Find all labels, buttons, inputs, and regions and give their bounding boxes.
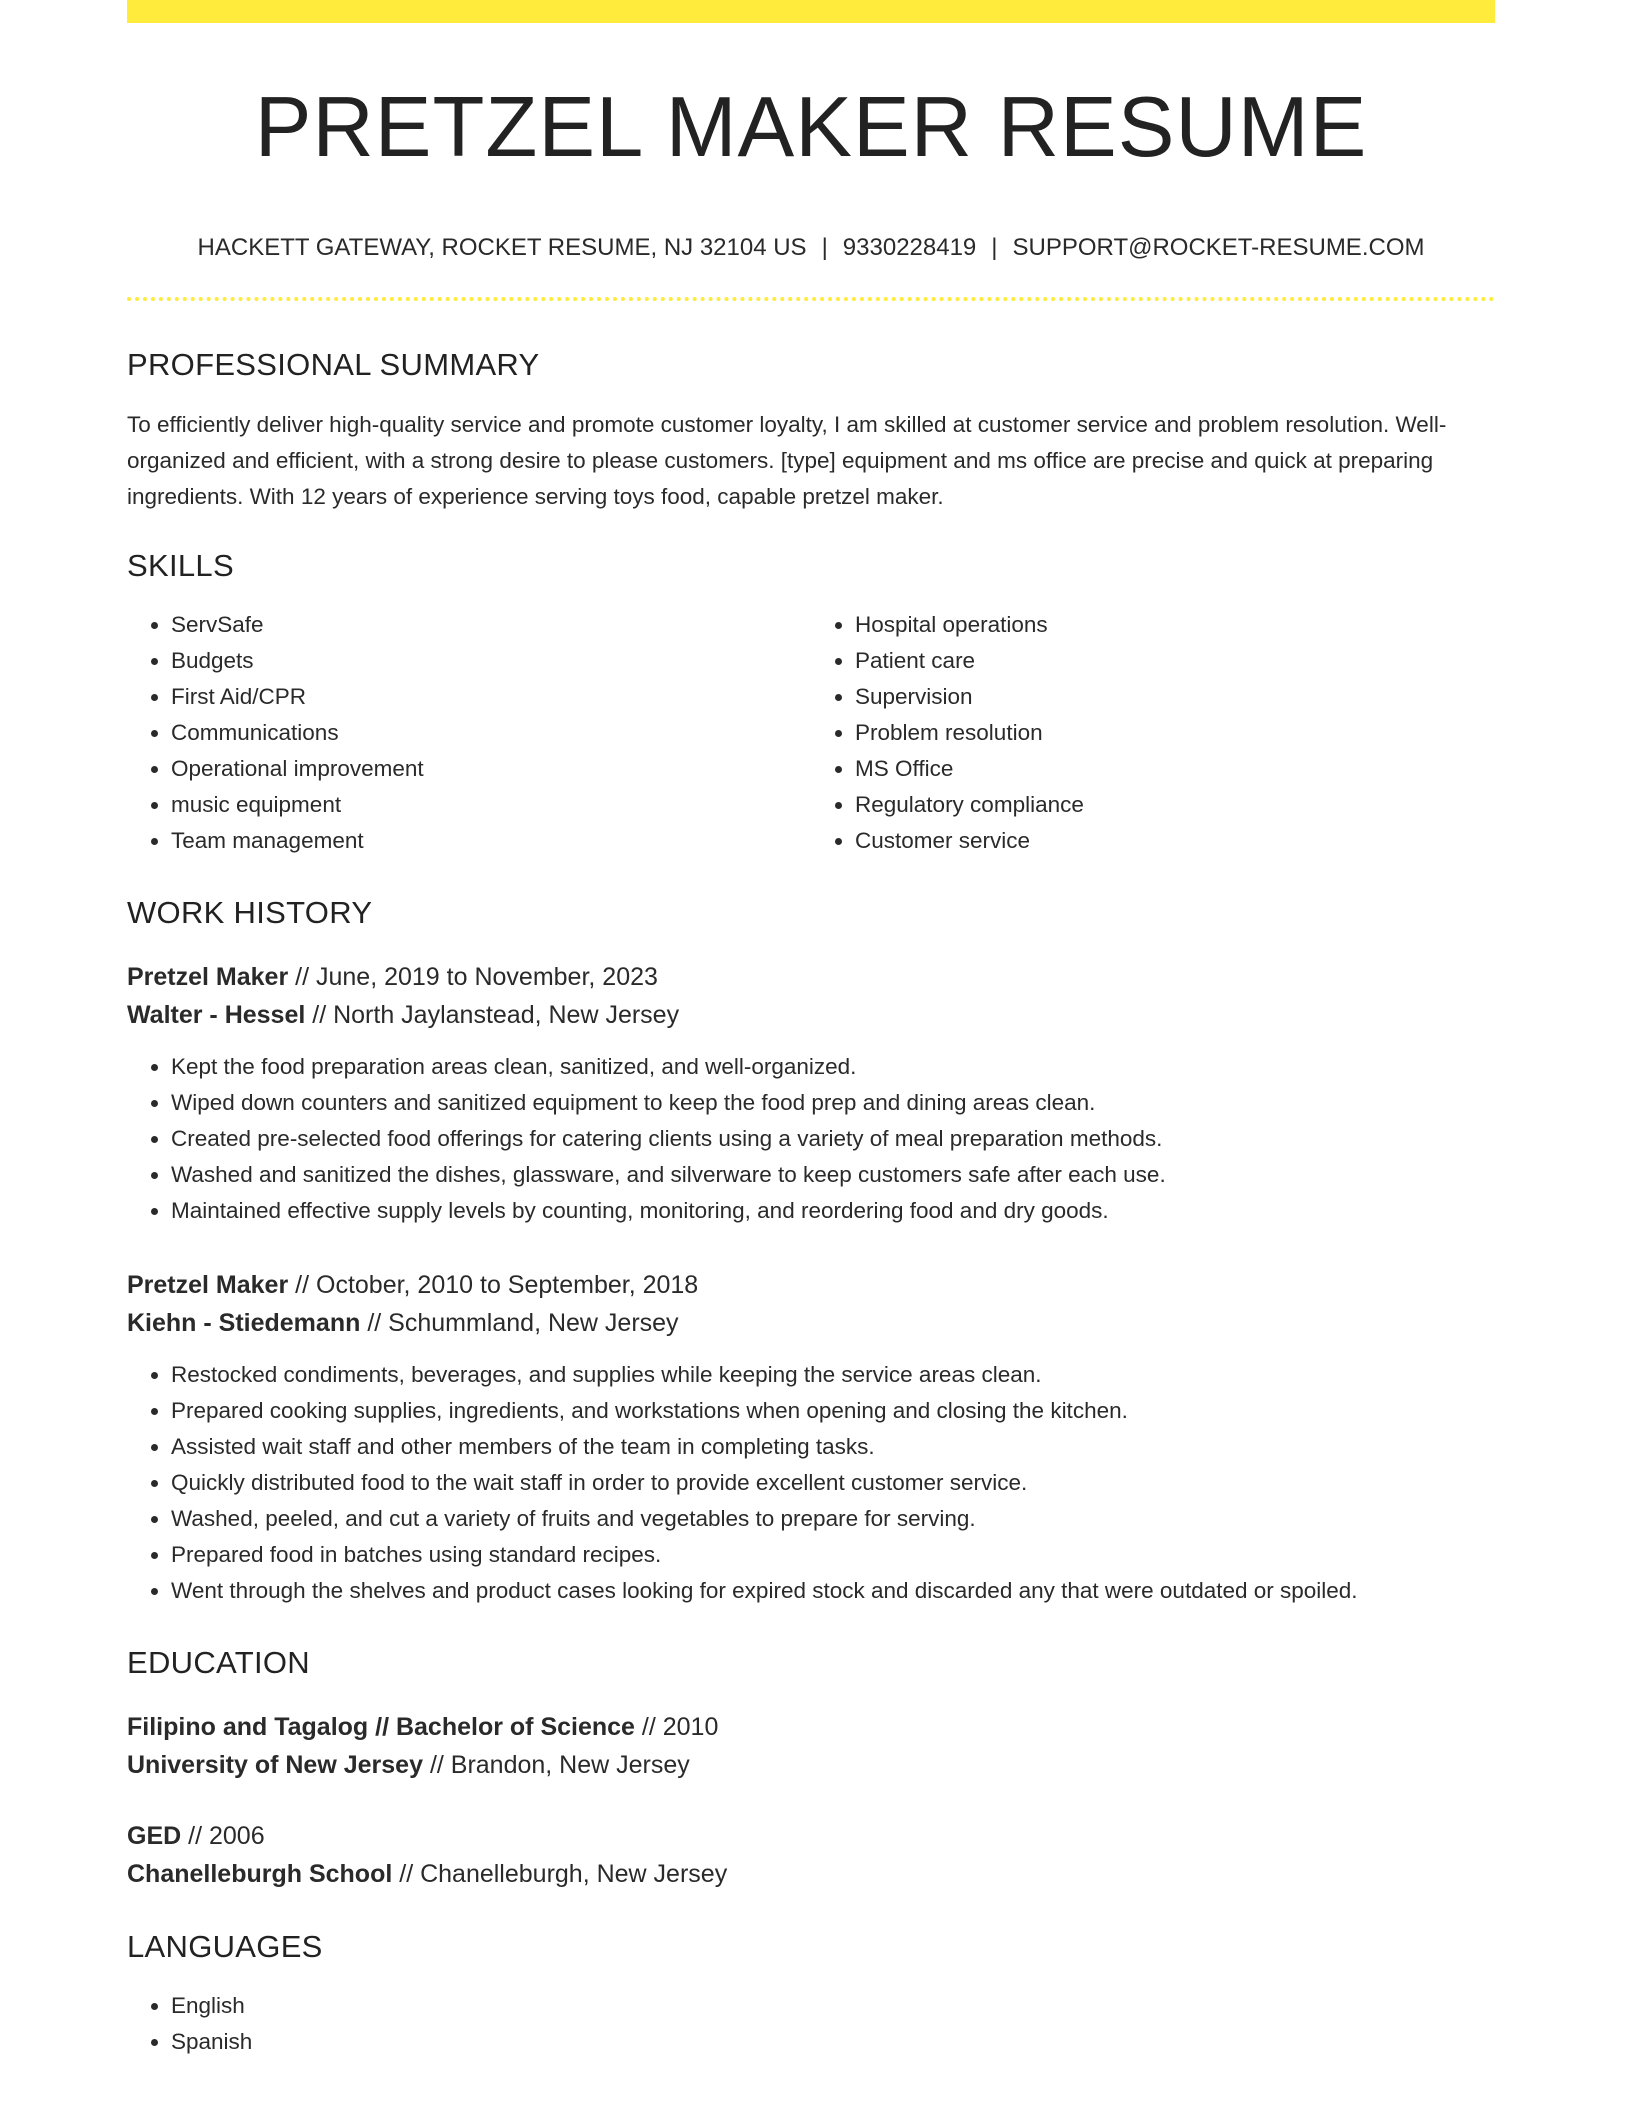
job-bullets [127,1357,1495,1609]
job-company-line [127,996,1495,1034]
skill-item: • Regulatory compliance [855,787,1495,823]
job-role: Pretzel Maker [127,1271,289,1299]
skill-item: • First Aid/CPR [171,679,811,715]
education-degree-line [127,1708,1495,1746]
contact-separator: | [991,234,998,261]
education-location: // Brandon, New Jersey [429,1751,690,1779]
job-location: // Schummland, New Jersey [367,1309,679,1337]
resume-title: PRETZEL MAKER RESUME [254,80,1368,175]
job-bullet: • Wiped down counters and sanitized equipment to keep the food prep and dining areas clean. [171,1085,1495,1121]
work-history-heading: WORK HISTORY [127,895,373,930]
job-title-line [127,1266,1495,1304]
contact-address: HACKETT GATEWAY, ROCKET RESUME, NJ 32104 US [197,234,807,261]
skill-item: • Patient care [855,643,1495,679]
education-location: // Chanelleburgh, New Jersey [399,1860,728,1888]
top-accent-bar [127,0,1495,23]
education-entry [127,1708,1495,1784]
job-dates: // June, 2019 to November, 2023 [295,963,658,991]
skills-heading: SKILLS [127,548,234,583]
skill-item: • Team management [171,823,811,859]
job-company: Kiehn - Stiedemann [127,1309,361,1337]
dotted-divider [127,297,1495,301]
skill-item: • MS Office [855,751,1495,787]
education-degree: GED [127,1822,182,1850]
job-entry [127,958,1495,1229]
job-location: // North Jaylanstead, New Jersey [312,1001,680,1029]
education-year: // 2010 [641,1713,719,1741]
language-item: • English [171,1988,1495,2024]
job-company: Walter - Hessel [127,1001,306,1029]
job-bullet: • Created pre-selected food offerings for catering clients using a variety of meal preparation methods. [171,1121,1495,1157]
job-entry [127,1266,1495,1609]
job-bullet: • Restocked condiments, beverages, and supplies while keeping the service areas clean. [171,1357,1495,1393]
education-degree: Filipino and Tagalog // Bachelor of Science [127,1713,635,1741]
languages-list [127,1988,1495,2060]
skill-item: • Supervision [855,679,1495,715]
job-bullet: • Kept the food preparation areas clean, sanitized, and well-organized. [171,1049,1495,1085]
job-bullet: • Maintained effective supply levels by counting, monitoring, and reordering food and dry goods. [171,1193,1495,1229]
skill-item: • Operational improvement [171,751,811,787]
job-bullet: • Quickly distributed food to the wait staff in order to provide excellent customer service. [171,1465,1495,1501]
job-bullet: • Washed and sanitized the dishes, glassware, and silverware to keep customers safe after each use. [171,1157,1495,1193]
skill-item: • Problem resolution [855,715,1495,751]
skills-list [127,607,1495,859]
job-bullet: • Prepared cooking supplies, ingredients, and workstations when opening and closing the kitchen. [171,1393,1495,1429]
contact-separator: | [821,234,828,261]
skill-item: • Budgets [171,643,811,679]
skill-item: • ServSafe [171,607,811,643]
skills-column-right [811,607,1495,859]
job-company-line [127,1304,1495,1342]
education-year: // 2006 [188,1822,265,1850]
skill-item: • music equipment [171,787,811,823]
job-dates: // October, 2010 to September, 2018 [295,1271,699,1299]
job-role: Pretzel Maker [127,963,289,991]
job-title-line [127,958,1495,996]
skill-item: • Customer service [855,823,1495,859]
education-school-line [127,1855,1495,1893]
contact-phone: 9330228419 [842,234,977,261]
resume-page [127,0,1495,2060]
education-school-line [127,1746,1495,1784]
language-item: • Spanish [171,2024,1495,2060]
job-bullets [127,1049,1495,1229]
summary-heading: PROFESSIONAL SUMMARY [127,347,540,382]
education-entry [127,1817,1495,1893]
job-bullet: • Went through the shelves and product cases looking for expired stock and discarded any that were outdated or spoiled. [171,1573,1495,1609]
job-bullet: • Assisted wait staff and other members of the team in completing tasks. [171,1429,1495,1465]
skills-column-left [127,607,811,859]
skill-item: • Hospital operations [855,607,1495,643]
education-heading: EDUCATION [127,1645,310,1680]
summary-text: To efficiently deliver high-quality service and promote customer loyalty, I am skilled at customer service and problem resolution. Well-organized and efficient, with a strong desire to please customers. [type] equipment and ms office are precise and quick at preparing ingredients. With 12 years of experience serving toys food, capable pretzel maker. [127,412,1447,509]
education-school: Chanelleburgh School [127,1860,393,1888]
job-bullet: • Washed, peeled, and cut a variety of fruits and vegetables to prepare for serving. [171,1501,1495,1537]
languages-heading: LANGUAGES [127,1929,323,1964]
contact-line [127,236,1495,260]
education-school: University of New Jersey [127,1751,423,1779]
skill-item: • Communications [171,715,811,751]
job-bullet: • Prepared food in batches using standard recipes. [171,1537,1495,1573]
education-degree-line [127,1817,1495,1855]
contact-email: SUPPORT@ROCKET-RESUME.COM [1012,234,1425,261]
